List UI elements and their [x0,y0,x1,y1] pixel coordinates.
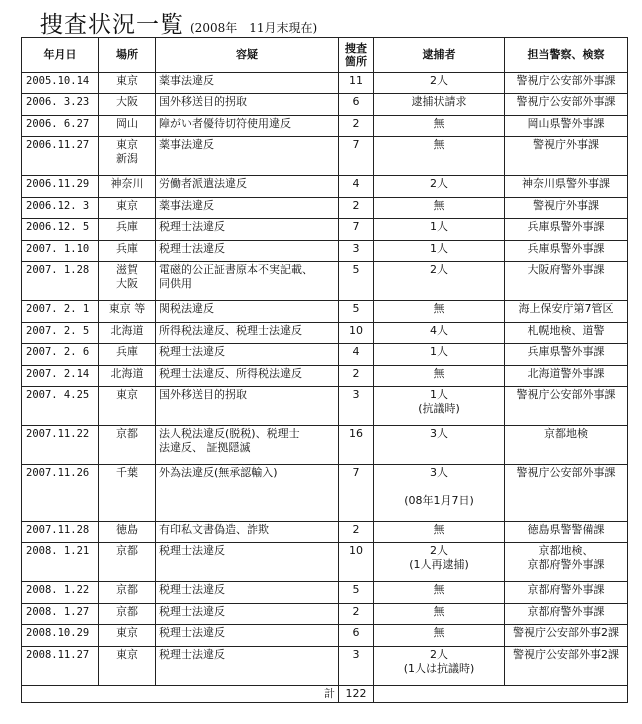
cell-agency-line: 兵庫県警外事課 [527,241,605,255]
cell-arrest-line: 無 [433,138,445,152]
cell-charge-line: 税理士法違反 [159,345,225,359]
cell-place [99,582,156,603]
cell-agency [505,240,628,261]
cell-arrest [374,365,505,386]
cell-charge-line: 国外移送目的拐取 [159,388,247,401]
cell-charge [156,73,339,94]
cell-place-line: 新潟 [116,152,138,166]
cell-date: 2007.11.28 [22,521,99,542]
cell-arrest-line: 2人 [430,263,448,277]
cell-agency [505,543,628,582]
cell-arrest [374,301,505,322]
cell-charge [156,115,339,136]
cell-arrest-line: (抗議時) [418,402,460,415]
cell-place [99,176,156,197]
cell-charge [156,426,339,465]
table-row [22,137,628,176]
cell-charge [156,543,339,582]
cell-agency [505,625,628,646]
cell-arrest [374,344,505,365]
cell-charge-line: 税理士法違反 [159,544,225,558]
cell-count: 7 [339,465,374,522]
cell-arrest [374,137,505,176]
cell-charge-line: 同供用 [159,277,192,291]
cell-charge [156,646,339,685]
page-title: 捜査状況一覧 [40,12,184,38]
cell-date: 2006.11.29 [22,176,99,197]
cell-date: 2006.12. 5 [22,219,99,240]
cell-place-line: 京都 [116,544,138,558]
cell-place [99,344,156,365]
cell-agency-line: 警視庁公安部外事課 [516,95,616,109]
cell-arrest [374,73,505,94]
table-row [22,582,628,603]
cell-date: 2007. 2. 6 [22,344,99,365]
cell-arrest-line: 4人 [430,323,448,337]
cell-charge-line: 税理士法違反 [159,241,225,255]
cell-date: 2007.11.26 [22,465,99,522]
cell-agency-line: 徳島県警警備課 [527,522,605,536]
cell-place [99,521,156,542]
cell-date: 2008. 1.21 [22,543,99,582]
cell-agency [505,301,628,322]
table-body [22,73,628,686]
cell-charge [156,387,339,426]
cell-arrest-line: 2人 [430,74,448,87]
cell-count: 10 [339,322,374,343]
cell-arrest-line: 2人 [430,647,448,661]
cell-charge [156,603,339,624]
header-count: 捜査箇所 [339,38,374,73]
cell-count: 2 [339,197,374,218]
table-row [22,73,628,94]
cell-agency-line: 神奈川県警外事課 [522,177,610,191]
cell-agency [505,73,628,94]
cell-arrest [374,625,505,646]
cell-agency-line: 警視庁外事課 [533,138,599,152]
cell-charge [156,521,339,542]
cell-count: 2 [339,521,374,542]
table-row [22,365,628,386]
cell-charge [156,219,339,240]
cell-charge [156,582,339,603]
cell-arrest-line: (1人再逮捕) [409,558,469,572]
cell-place-line: 京都 [116,604,138,618]
cell-agency-line: 京都府警外事課 [527,604,605,618]
cell-arrest [374,582,505,603]
cell-agency-line: 海上保安庁第7管区 [518,302,614,316]
cell-agency [505,219,628,240]
cell-charge-line: 薬事法違反 [159,74,214,87]
cell-agency-line: 警視庁公安部外事2課 [513,626,619,640]
header-agency: 担当警察、検察 [505,38,628,73]
header-place: 場所 [99,38,156,73]
cell-agency-line: 警視庁公安部外事2課 [513,647,619,661]
cell-charge-line: 法人税法違反(脱税)、税理士 [159,427,300,441]
cell-place-line: 岡山 [116,116,138,130]
cell-place [99,387,156,426]
cell-place [99,137,156,176]
cell-arrest-line: 3人 [430,466,448,480]
cell-agency-line: 兵庫県警外事課 [527,345,605,359]
cell-arrest [374,521,505,542]
table-row [22,603,628,624]
cell-arrest [374,240,505,261]
cell-place [99,240,156,261]
cell-charge-line: 外為法違反(無承認輸入) [159,466,278,480]
cell-agency-line: 京都府警外事課 [527,558,605,572]
cell-agency-line: 岡山県警外事課 [527,116,605,130]
cell-arrest-line: 無 [433,302,445,316]
header-arrest: 逮捕者 [374,38,505,73]
cell-arrest-line: 1人 [430,220,448,234]
cell-agency [505,426,628,465]
cell-place [99,465,156,522]
cell-place-line: 京都 [116,427,138,441]
cell-agency [505,176,628,197]
table-row [22,465,628,522]
table-row [22,240,628,261]
cell-place-line: 京都 [116,583,138,597]
cell-agency-line: 警視庁公安部外事課 [516,388,616,401]
cell-arrest-line: 1人 [430,345,448,359]
cell-charge-line: 薬事法違反 [159,198,214,212]
cell-arrest-line: 2人 [430,544,448,558]
table-row [22,625,628,646]
cell-agency-line: 警視庁公安部外事課 [516,74,616,87]
cell-arrest-line: 無 [433,366,445,380]
cell-agency-line: 京都府警外事課 [527,583,605,597]
cell-count: 2 [339,115,374,136]
cell-count: 3 [339,646,374,685]
cell-place [99,625,156,646]
cell-arrest-line: 1人 [430,388,448,401]
cell-agency [505,582,628,603]
cell-count: 4 [339,344,374,365]
cell-date: 2008.11.27 [22,646,99,685]
cell-place-line: 大阪 [116,95,138,109]
total-filler [374,686,628,703]
page-subtitle: (2008年 11月末現在) [190,21,318,35]
cell-agency-line: 大阪府警外事課 [527,263,605,277]
cell-count: 5 [339,301,374,322]
cell-date: 2008. 1.27 [22,603,99,624]
cell-arrest-line: (1人は抗議時) [403,661,475,675]
cell-count: 3 [339,387,374,426]
cell-charge-line: 有印私文書偽造、詐欺 [159,522,269,536]
cell-place-line: 東京 [116,198,138,212]
cell-arrest-line: 無 [433,198,445,212]
cell-place-line: 東京 [116,388,138,401]
cell-arrest-line: 無 [433,604,445,618]
cell-arrest-line: 1人 [430,241,448,255]
cell-place-line: 兵庫 [116,241,138,255]
cell-date: 2005.10.14 [22,73,99,94]
cell-date: 2007. 2.14 [22,365,99,386]
cell-place-line: 東京 等 [108,302,146,316]
cell-place-line: 千葉 [116,466,138,480]
table-row [22,219,628,240]
cell-date: 2006. 6.27 [22,115,99,136]
cell-agency [505,344,628,365]
cell-charge [156,322,339,343]
cell-agency [505,115,628,136]
cell-agency [505,521,628,542]
cell-count: 16 [339,426,374,465]
cell-agency [505,646,628,685]
page-header [40,6,317,39]
cell-date: 2007. 2. 1 [22,301,99,322]
cell-date: 2006.11.27 [22,137,99,176]
cell-charge [156,301,339,322]
cell-arrest-line: (08年1月7日) [404,494,474,508]
cell-charge [156,365,339,386]
cell-arrest-line: 無 [433,626,445,640]
cell-place [99,543,156,582]
cell-arrest-line: 逮捕状請求 [411,95,467,109]
cell-agency-line: 警視庁公安部外事課 [516,466,616,480]
cell-place [99,426,156,465]
cell-agency-line: 札幌地検、道警 [527,323,605,337]
cell-place [99,262,156,301]
cell-arrest [374,197,505,218]
cell-arrest [374,426,505,465]
cell-count: 2 [339,603,374,624]
cell-charge-line: 薬事法違反 [159,138,214,152]
table-row [22,197,628,218]
cell-place-line: 北海道 [110,323,144,337]
header-row [22,38,628,73]
cell-place-line: 兵庫 [116,220,138,234]
cell-count: 5 [339,582,374,603]
cell-agency [505,465,628,522]
cell-count: 10 [339,543,374,582]
cell-place-line: 大阪 [116,277,138,291]
total-blank: 計 [22,686,339,703]
cell-date: 2007.11.22 [22,426,99,465]
cell-arrest-line [377,480,501,494]
cell-charge-line: 税理士法違反 [159,626,225,640]
cell-arrest [374,262,505,301]
cell-place-line: 滋賀 [116,263,138,277]
table-row [22,344,628,365]
cell-count: 4 [339,176,374,197]
cell-agency [505,94,628,115]
cell-arrest-line: 無 [433,522,445,536]
cell-date: 2007. 1.10 [22,240,99,261]
cell-charge-line: 障がい者優待切符使用違反 [159,116,291,130]
cell-arrest [374,322,505,343]
cell-charge-line: 税理士法違反 [159,583,225,597]
cell-place [99,301,156,322]
cell-arrest [374,219,505,240]
cell-place-line: 北海道 [110,366,144,380]
total-row [22,686,628,703]
cell-agency-line: 京都地検 [544,427,588,441]
cell-count: 2 [339,365,374,386]
cell-date: 2007. 1.28 [22,262,99,301]
cell-charge-line: 法違反、 証拠隠滅 [159,441,251,455]
cell-charge [156,176,339,197]
cell-agency [505,137,628,176]
cell-arrest-line: 3人 [430,427,448,441]
cell-place-line: 東京 [116,74,138,87]
cell-charge [156,262,339,301]
cell-charge-line: 税理士法違反 [159,647,225,661]
cell-charge-line: 税理士法違反 [159,604,225,618]
cell-agency [505,322,628,343]
cell-place-line: 東京 [116,138,138,152]
cell-count: 5 [339,262,374,301]
cell-charge-line: 税理士法違反、所得税法違反 [159,366,302,380]
cell-arrest [374,176,505,197]
cell-agency-line: 京都地検、 [538,544,594,558]
cell-place [99,115,156,136]
table-row [22,543,628,582]
cell-arrest [374,387,505,426]
cell-agency [505,603,628,624]
table-row [22,262,628,301]
table-row [22,301,628,322]
cell-charge [156,240,339,261]
cell-place [99,322,156,343]
cell-date: 2006. 3.23 [22,94,99,115]
table-row [22,521,628,542]
cell-arrest-line: 2人 [430,177,448,191]
cell-charge-line: 税理士法違反 [159,220,225,234]
cell-charge-line: 関税法違反 [159,302,214,316]
header-date: 年月日 [22,38,99,73]
table-row [22,426,628,465]
cell-date: 2006.12. 3 [22,197,99,218]
cell-charge-line: 労働者派遣法違反 [159,177,247,191]
table-row [22,387,628,426]
table-row [22,322,628,343]
cell-agency [505,365,628,386]
cell-charge [156,344,339,365]
table-row [22,115,628,136]
cell-place [99,197,156,218]
cell-count: 3 [339,240,374,261]
cell-charge [156,465,339,522]
cell-place-line: 徳島 [116,522,138,536]
cell-place [99,603,156,624]
cell-arrest [374,646,505,685]
cell-place [99,646,156,685]
cell-agency-line: 警視庁外事課 [533,198,599,212]
cell-date: 2007. 2. 5 [22,322,99,343]
table-row [22,176,628,197]
cell-agency-line: 北海道警外事課 [527,366,605,380]
table-row [22,646,628,685]
cell-agency [505,262,628,301]
cell-arrest [374,465,505,522]
cell-charge [156,137,339,176]
cell-count: 6 [339,625,374,646]
cell-date: 2007. 4.25 [22,387,99,426]
cell-arrest-line: 無 [433,583,445,597]
cell-charge [156,197,339,218]
cell-date: 2008.10.29 [22,625,99,646]
cell-place-line: 兵庫 [116,345,138,359]
cell-agency-line: 兵庫県警外事課 [527,220,605,234]
cell-count: 7 [339,219,374,240]
cell-charge-line: 国外移送目的拐取 [159,95,247,109]
cell-charge-line: 所得税法違反、税理士法違反 [159,323,302,337]
cell-place [99,73,156,94]
cell-place-line: 東京 [116,647,138,661]
cell-place [99,365,156,386]
cell-agency [505,197,628,218]
cell-arrest [374,94,505,115]
cell-arrest [374,115,505,136]
header-charge: 容疑 [156,38,339,73]
cell-place-line: 東京 [116,626,138,640]
cell-count: 7 [339,137,374,176]
cell-place-line: 神奈川 [110,177,144,191]
cell-place [99,94,156,115]
cell-date: 2008. 1.22 [22,582,99,603]
cell-count: 6 [339,94,374,115]
cell-charge [156,94,339,115]
cell-arrest [374,603,505,624]
cell-charge-line: 電磁的公正証書原本不実記載、 [159,263,313,277]
cell-count: 11 [339,73,374,94]
cell-place [99,219,156,240]
cell-arrest [374,543,505,582]
table-row [22,94,628,115]
total-value: 122 [339,686,374,703]
cell-arrest-line: 無 [433,116,445,130]
investigation-table [21,37,628,703]
cell-agency [505,387,628,426]
cell-charge [156,625,339,646]
